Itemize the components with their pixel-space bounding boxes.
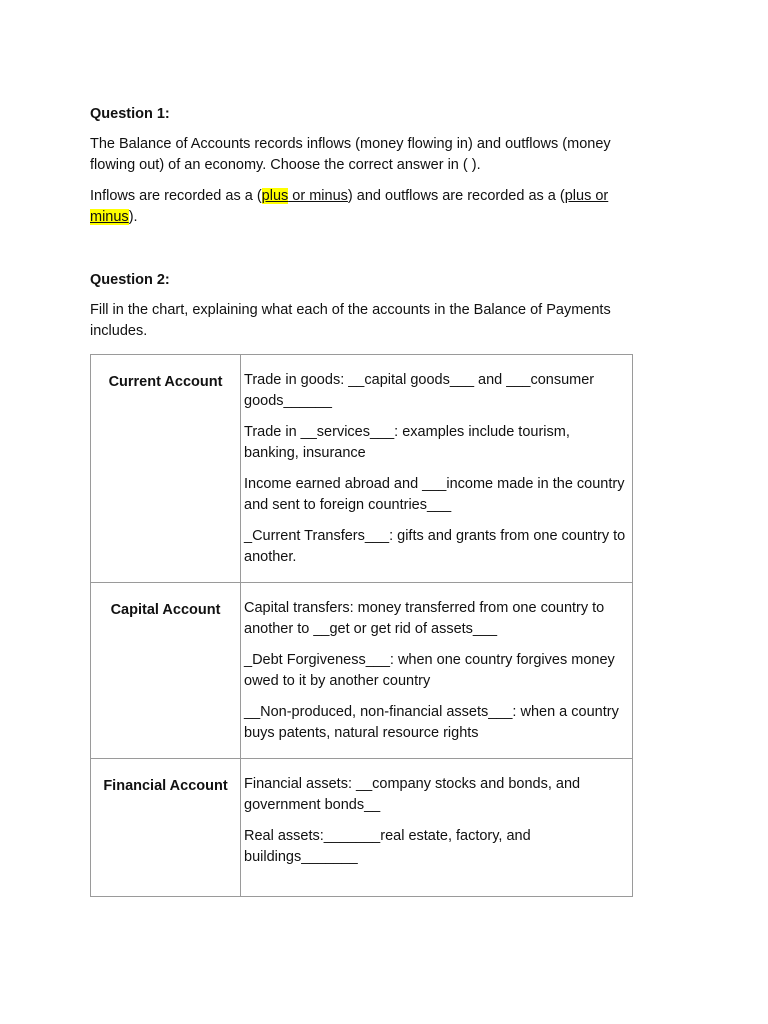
- table-row: [91, 355, 633, 583]
- question-1-heading: Question 1:: [90, 106, 170, 122]
- inflow-selected-answer: plus: [261, 188, 289, 204]
- row-item: Capital transfers: money transferred from one country to another to __get or get rid of assets___: [244, 600, 605, 637]
- row-content: [241, 583, 633, 759]
- row-item: Financial assets: __company stocks and bonds, and government bonds__: [244, 776, 581, 813]
- question-1-intro: The Balance of Accounts records inflows (money flowing in) and outflows (money flowing out) of an economy. Choose the correct answer in ( ).: [90, 136, 611, 173]
- row-item: Trade in goods: __capital goods___ and ___consumer goods______: [244, 372, 595, 409]
- question-2-heading: Question 2:: [90, 272, 170, 288]
- row-label: Financial Account: [91, 759, 241, 897]
- row-label: Capital Account: [91, 583, 241, 759]
- table-row: [91, 759, 633, 897]
- answer-line-prefix: Inflows are recorded as a (: [90, 188, 262, 204]
- question-1-answer-line: [90, 186, 635, 228]
- outflow-other-option: plus or: [564, 188, 609, 204]
- inflow-options: [262, 188, 348, 204]
- outflow-selected-answer: minus: [90, 209, 129, 225]
- row-item: Trade in __services___: examples include tourism, banking, insurance: [244, 424, 570, 461]
- answer-line-middle: ) and outflows are recorded as a (: [347, 188, 565, 204]
- row-item: _Debt Forgiveness___: when one country forgives money owed to it by another country: [244, 652, 615, 689]
- row-item: Real assets:_______real estate, factory, and buildings_______: [244, 828, 531, 865]
- row-content: [241, 355, 633, 583]
- row-label: Current Account: [91, 355, 241, 583]
- row-item: _Current Transfers___: gifts and grants from one country to another.: [244, 528, 626, 565]
- inflow-other-option: or minus: [288, 188, 348, 204]
- document-page: [90, 104, 635, 897]
- table-row: [91, 583, 633, 759]
- question-2-intro: Fill in the chart, explaining what each of the accounts in the Balance of Payments includes.: [90, 302, 611, 339]
- row-content: [241, 759, 633, 897]
- answer-line-end: ).: [128, 209, 138, 225]
- row-item: Income earned abroad and ___income made in the country and sent to foreign countries___: [244, 476, 625, 513]
- balance-of-payments-table: [90, 354, 633, 897]
- row-item: __Non-produced, non-financial assets___: when a country buys patents, natural resource rights: [244, 704, 619, 741]
